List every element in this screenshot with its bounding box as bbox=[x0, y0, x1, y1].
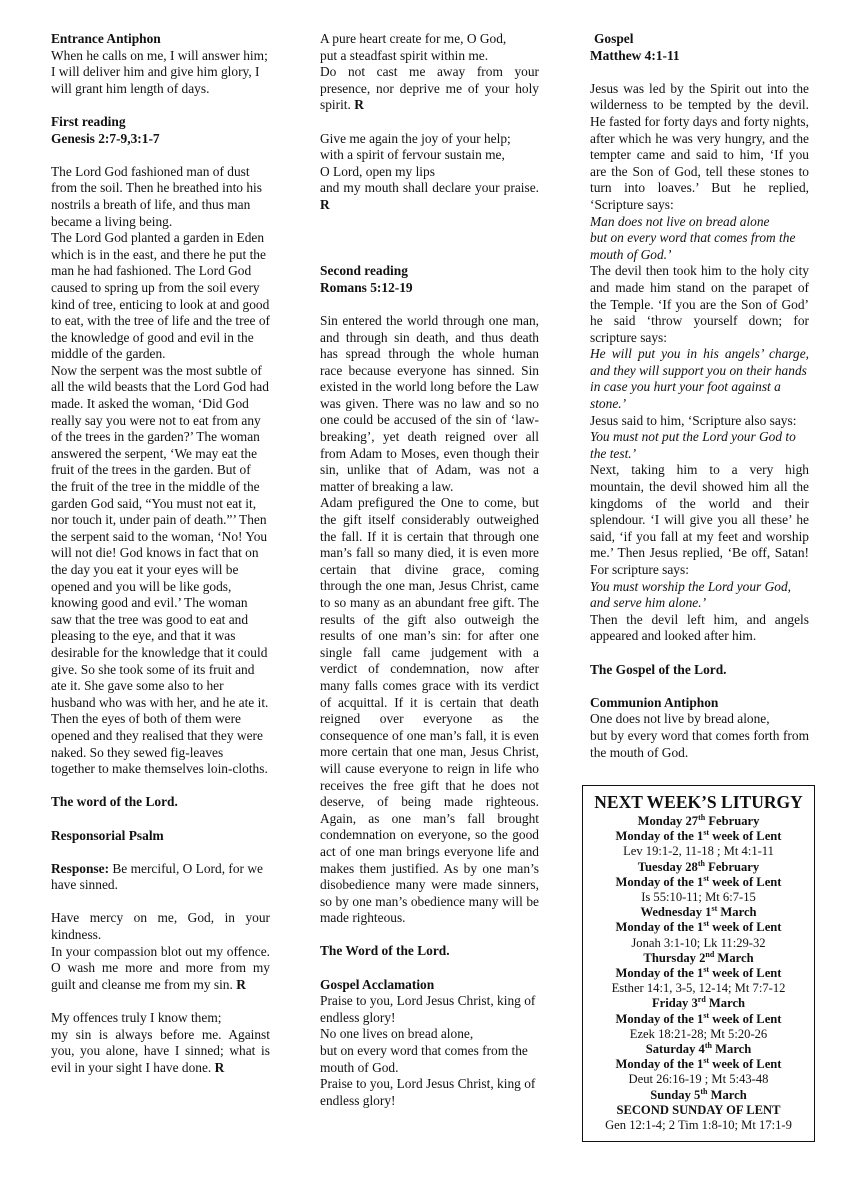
psalm-verse: Give me again the joy of your help; bbox=[320, 130, 511, 146]
liturgy-readings: Deut 26:16-19 ; Mt 5:43-48 bbox=[628, 1072, 769, 1087]
gospel-paragraph: Jesus said to him, ‘Scripture also says: bbox=[590, 412, 797, 428]
liturgy-day: Wednesday 1st March bbox=[640, 904, 757, 920]
gospel-of-the-lord: The Gospel of the Lord. bbox=[590, 661, 727, 677]
gospel-quote: He will put you in his angels’ charge, and they will support you on their hands bbox=[590, 346, 809, 378]
next-week-liturgy-box bbox=[582, 785, 815, 1142]
gospel-quote: You must not put the Lord your God to the test.’ bbox=[590, 429, 796, 461]
psalm-verse: my sin is always before me. Against you, you alone, have I sinned; what is evil in your sight I have done. R bbox=[51, 1026, 270, 1075]
response-label: Response: bbox=[51, 860, 110, 876]
column-3 bbox=[590, 31, 809, 761]
liturgy-day: Tuesday 28th February bbox=[637, 858, 760, 874]
first-reading-heading: First reading bbox=[51, 113, 126, 129]
gospel-paragraph: Then the devil left him, and angels appeared and looked after him. bbox=[590, 611, 809, 644]
gospel-heading: Gospel bbox=[594, 31, 634, 46]
liturgy-readings: Lev 19:1-2, 11-18 ; Mt 4:1-11 bbox=[623, 844, 774, 859]
response-mark: R bbox=[236, 976, 246, 992]
acclamation-line: but on every word that comes from the mouth of God. bbox=[320, 1043, 528, 1075]
next-week-title: NEXT WEEK’S LITURGY bbox=[594, 792, 803, 812]
communion-line: but by every word that comes forth from the mouth of God. bbox=[590, 727, 809, 760]
gospel-quote: and serve him alone.’ bbox=[590, 595, 707, 611]
psalm-verse: Do not cast me away from your presence, nor deprive me of your holy spirit. R bbox=[320, 64, 539, 113]
psalm-verse: A pure heart create for me, O God, bbox=[320, 31, 507, 46]
liturgy-day: Sunday 5th March bbox=[650, 1086, 747, 1102]
gospel-quote: in case you hurt your foot against a stone.’ bbox=[590, 379, 781, 412]
communion-line: One does not live by bread alone, bbox=[590, 711, 770, 727]
liturgy-feast: Monday of the 1st week of Lent bbox=[615, 919, 782, 935]
second-reading-paragraph: Adam prefigured the One to come, but the gift itself considerably outweighed the fall. If it is certain that through one man’s fall so many died, it is even more certain that divine grace, coming through the one man, Jesus Christ, came to so many as an abundant free gift. The results of the gift also outweigh the results of one man’s sin: for after one single fall came judgement with a verdict of condemnation, now after many falls comes grace with its verdict of acquittal. If it is certain that death reigned over everyone as the consequence of one man’s fall, it is even more certain that one man, Jesus Christ, will cause everyone to reign in life who receives the free gift that he does not deserve, of being made righteous. Again, as one man’s fall brought condemnation on everyone, so the good act of one man brings everyone life and makes them justified. As by one man’s disobedience many were made sinners, so by one man’s obedience many will be made righteous. bbox=[320, 495, 539, 926]
liturgy-readings: Gen 12:1-4; 2 Tim 1:8-10; Mt 17:1-9 bbox=[605, 1118, 792, 1133]
gospel-acclamation-heading: Gospel Acclamation bbox=[320, 976, 435, 992]
liturgy-feast: Monday of the 1st week of Lent bbox=[615, 828, 782, 844]
second-reading-paragraph: Sin entered the world through one man, and through sin death, and thus death has spread through the whole human race because everyone has sinned. Sin existed in the world long before the Law was given. There was no law and so no one could be accused of the sin of ‘law-breaking’, yet death reigned over all from Adam to Moses, even though their sin, unlike that of Adam, was not a matter of breaking a law. bbox=[320, 312, 539, 494]
first-reading-reference: Genesis 2:7-9,3:1-7 bbox=[51, 130, 160, 146]
liturgy-readings: Esther 14:1, 3-5, 12-14; Mt 7:7-12 bbox=[611, 981, 786, 996]
responsorial-psalm-heading: Responsorial Psalm bbox=[51, 827, 164, 843]
liturgy-readings: Jonah 3:1-10; Lk 11:29-32 bbox=[631, 935, 766, 950]
psalm-verse: In your compassion blot out my offence. O wash me more and more from my guilt and cleanse me from my sin. R bbox=[51, 943, 270, 992]
psalm-verse: My offences truly I know them; bbox=[51, 1010, 222, 1026]
response-text: Be merciful, O Lord, for we have sinned. bbox=[51, 860, 263, 893]
column-1 bbox=[51, 31, 270, 1076]
first-reading-paragraph: The Lord God fashioned man of dust from the soil. Then he breathed into his nostrils a breath of life, and thus man became a living being. bbox=[51, 163, 262, 229]
liturgy-feast: Monday of the 1st week of Lent bbox=[615, 964, 782, 981]
gospel-paragraph: Next, taking him to a very high mountain, the devil showed him all the kingdoms of the world and their splendour. ‘I will give you all these’ he said, ‘if you fall at my feet and worship me.’ Then Jesus replied, ‘Be off, Satan! For scripture says: bbox=[590, 462, 809, 577]
word-of-the-lord: The Word of the Lord. bbox=[320, 943, 450, 959]
liturgy-readings: Is 55:10-11; Mt 6:7-15 bbox=[641, 890, 756, 905]
first-reading-paragraph: The Lord God planted a garden in Eden which is in the east, and there he put the man he had fashioned. The Lord God caused to spring up from the soil every kind of tree, enticing to look at and good to eat, with the tree of life and the tree of the knowledge of good and evil in the middle of the garden. bbox=[51, 230, 270, 362]
liturgy-feast: Monday of the 1st week of Lent bbox=[615, 873, 782, 889]
gospel-reference: Matthew 4:1-11 bbox=[590, 47, 680, 63]
liturgy-feast: Monday of the 1st week of Lent bbox=[615, 1056, 782, 1072]
gospel-quote: You must worship the Lord your God, bbox=[590, 578, 792, 594]
acclamation-line: Praise to you, Lord Jesus Christ, king of endless glory! bbox=[320, 1076, 536, 1108]
response-mark: R bbox=[354, 97, 364, 113]
second-reading-heading: Second reading bbox=[320, 263, 408, 279]
response-mark: R bbox=[320, 196, 330, 212]
liturgy-readings: Ezek 18:21-28; Mt 5:20-26 bbox=[629, 1026, 768, 1041]
word-of-the-lord: The word of the Lord. bbox=[51, 794, 178, 810]
acclamation-line: No one lives on bread alone, bbox=[320, 1026, 474, 1042]
psalm-verse: O Lord, open my lips bbox=[320, 163, 435, 179]
psalm-response bbox=[51, 861, 270, 894]
first-reading-paragraph: Now the serpent was the most subtle of all the wild beasts that the Lord God had made. It asked the woman, ‘Did God really say you were not to eat from any of the trees in the garden?’ The woman answered the serpent, ‘We may eat the fruit of the trees in the garden. But of the fruit of the tree in the middle of the garden God said, “You must not eat it, nor touch it, under pain of death.”’ Then the serpent said to the woman, ‘No! You will not die! God knows in fact that on the day you eat it your eyes will be opened and you will be like gods, knowing good and evil.’ The woman saw that the tree was good to eat and pleasing to the eye, and that it was desirable for the knowledge that it could give. So she took some of its fruit and ate it. She gave some also to her husband who was with her, and he ate it. Then the eyes of both of them were opened and they realised that they were naked. So they sewed fig-leaves together to make themselves loin-cloths. bbox=[51, 362, 269, 777]
psalm-verse: put a steadfast spirit within me. bbox=[320, 47, 489, 63]
liturgy-day: Thursday 2nd March bbox=[643, 949, 754, 965]
second-reading-reference: Romans 5:12-19 bbox=[320, 279, 413, 295]
entrance-antiphon-heading: Entrance Antiphon bbox=[51, 31, 161, 46]
communion-antiphon-heading: Communion Antiphon bbox=[590, 694, 719, 710]
psalm-verse: Have mercy on me, God, in your kindness. bbox=[51, 910, 270, 943]
psalm-verse: and my mouth shall declare your praise. R bbox=[320, 180, 539, 212]
acclamation-line: Praise to you, Lord Jesus Christ, king of endless glory! bbox=[320, 993, 536, 1025]
gospel-paragraph: Jesus was led by the Spirit out into the wilderness to be tempted by the devil. He fasted for forty days and forty nights, after which he was very hungry, and the tempter came and said to him, ‘If you are the Son of God, tell these stones to turn into loaves.’ But he replied, ‘Scripture says: bbox=[590, 80, 809, 212]
gospel-quote: but on every word that comes from the mouth of God.’ bbox=[590, 230, 796, 262]
column-2 bbox=[320, 31, 539, 1109]
next-week-days bbox=[583, 814, 814, 1133]
liturgy-feast: SECOND SUNDAY OF LENT bbox=[616, 1102, 781, 1117]
liturgy-day: Friday 3rd March bbox=[651, 995, 746, 1011]
gospel-paragraph: The devil then took him to the holy city and made him stand on the parapet of the Temple. ‘If you are the Son of God’ he said ‘throw yourself down; for scripture says: bbox=[590, 263, 809, 345]
response-mark: R bbox=[214, 1059, 225, 1075]
psalm-verse: with a spirit of fervour sustain me, bbox=[320, 147, 505, 163]
entrance-antiphon-text: When he calls on me, I will answer him; I will deliver him and give him glory, I will grant him length of days. bbox=[51, 47, 268, 96]
liturgy-feast: Monday of the 1st week of Lent bbox=[615, 1010, 782, 1026]
liturgy-day: Monday 27th February bbox=[637, 812, 760, 828]
liturgy-day: Saturday 4th March bbox=[645, 1040, 752, 1057]
gospel-quote: Man does not live on bread alone bbox=[590, 213, 770, 229]
